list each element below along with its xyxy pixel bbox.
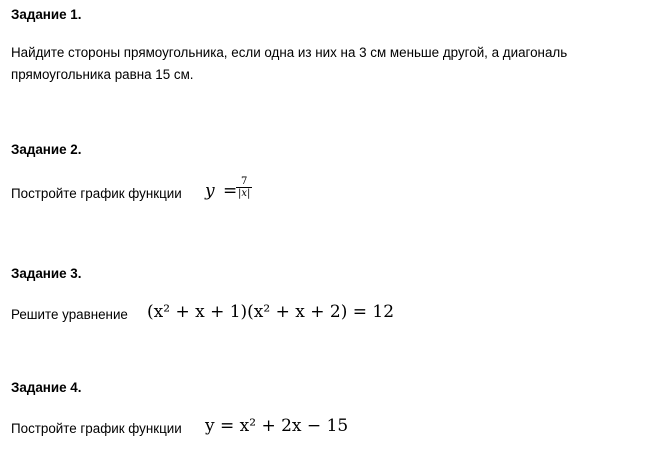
fraction-denominator: |x| — [238, 188, 251, 199]
task-1-heading: Задание 1. — [11, 7, 82, 22]
task-2-heading: Задание 2. — [11, 142, 82, 157]
task-2-formula-lhs: y = — [205, 181, 238, 201]
task-3-text: Решите уравнение — [11, 307, 128, 322]
task-4-formula: y = x² + 2x − 15 — [205, 416, 349, 436]
task-2-text: Постройте график функции — [11, 186, 182, 201]
task-1-text-line-1: Найдите стороны прямоугольника, если одна из них на 3 см меньше другой, а диагональ — [11, 45, 568, 60]
task-3-formula: (x² + x + 1)(x² + x + 2) = 12 — [147, 302, 395, 322]
task-1-text-line-2: прямоугольника равна 15 см. — [11, 67, 194, 82]
fraction-numerator: 7 — [241, 176, 248, 187]
task-4-text: Постройте график функции — [11, 421, 182, 436]
task-3-heading: Задание 3. — [11, 266, 82, 281]
task-2-fraction — [236, 176, 252, 200]
task-4-heading: Задание 4. — [11, 380, 82, 395]
